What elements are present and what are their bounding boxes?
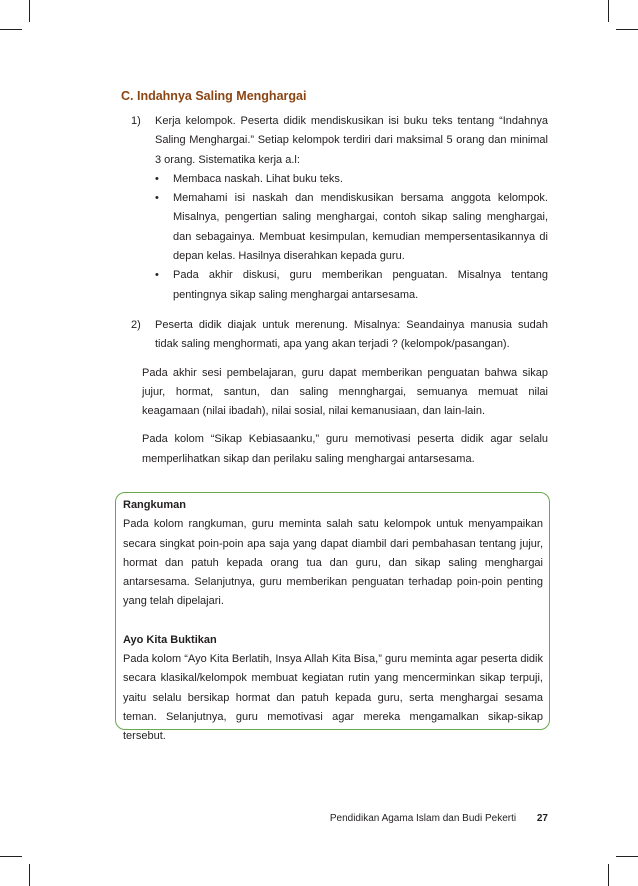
bullet-text: Memahami isi naskah dan mendiskusikan bersama anggota kelompok. Misalnya, pengertian saling menghargai, contoh sikap saling menghargai, dan sebagainya. Membuat kesimpulan, kemudian mempersentasikannya di depan kelas. Hasilnya diserahkan kepada guru.	[173, 192, 548, 263]
crop-mark-bottom-left-h	[0, 856, 22, 857]
footer-book-title: Pendidikan Agama Islam dan Budi Pekerti	[329, 813, 517, 824]
bullet-item	[155, 266, 548, 305]
bullet-icon: •	[155, 269, 159, 282]
crop-mark-top-right-h	[616, 29, 638, 30]
bullet-item	[155, 189, 548, 266]
crop-mark-top-left-v	[29, 0, 30, 22]
rangkuman-title: Rangkuman	[123, 499, 186, 511]
item-number: 2)	[131, 318, 141, 331]
bukti-text: Pada kolom “Ayo Kita Berlatih, Insya Allah Kita Bisa,” guru meminta agar peserta didik secara klasikal/kelompok membuat kegiatan rutin yang mencerminkan sikap terpuji, yaitu selalu bersikap hormat dan patuh kepada guru, serta menghargai sesama teman. Selanjutnya, guru memotivasi agar mereka mengamalkan sikap-sikap tersebut.	[123, 653, 543, 743]
item-text: Peserta didik diajak untuk merenung. Misalnya: Seandainya manusia sudah tidak saling menghormati, apa yang akan terjadi ? (kelompok/pasangan).	[155, 318, 548, 351]
crop-mark-top-right-v	[608, 0, 609, 22]
bullet-text: Pada akhir diskusi, guru memberikan penguatan. Misalnya tentang pentingnya sikap saling menghargai antarsesama.	[173, 269, 548, 301]
paragraph-reinforcement: Pada akhir sesi pembelajaran, guru dapat memberikan penguatan bahwa sikap jujur, hormat, santun, dan saling mennghargai, semuanya memuat nilai keagamaan (nilai ibadah), nilai sosial, nilai kemanusiaan, dan lain-lain.	[142, 366, 548, 418]
bullet-text: Membaca naskah. Lihat buku teks.	[173, 172, 343, 185]
bullet-icon: •	[155, 192, 159, 205]
rangkuman-text: Pada kolom rangkuman, guru meminta salah satu kelompok untuk menyampaikan secara singkat poin-poin apa saja yang dapat diambil dari pembahasan tentang jujur, hormat dan patuh kepada orang tua dan guru, dan sikap saling menghargai antarsesama. Selanjutnya, guru memberikan penguatan terhadap poin-poin penting yang telah dipelajari.	[123, 518, 543, 608]
bullet-list	[155, 170, 548, 305]
crop-mark-bottom-left-v	[29, 864, 30, 886]
page-footer	[0, 813, 548, 824]
bullet-item	[155, 170, 548, 189]
page-number: 27	[536, 813, 548, 824]
paragraph-kebiasaanku: Pada kolom “Sikap Kebiasaanku,” guru memotivasi peserta didik agar selalu memperlihatkan sikap dan perilaku saling menghargai antarsesama.	[142, 433, 548, 465]
section-heading: C. Indahnya Saling Menghargai	[121, 89, 307, 103]
summary-box	[115, 492, 550, 743]
item-text: Kerja kelompok. Peserta didik mendiskusikan isi buku teks tentang “Indahnya Saling Menghargai.” Setiap kelompok terdiri dari maksimal 5 orang dan minimal 3 orang. Sistematika kerja a.l:	[155, 115, 548, 166]
list-item-2	[121, 316, 548, 355]
crop-mark-bottom-right-v	[608, 864, 609, 886]
item-number: 1)	[131, 115, 141, 127]
bullet-icon: •	[155, 172, 159, 185]
crop-mark-bottom-right-h	[616, 856, 638, 857]
main-content	[121, 112, 548, 469]
crop-mark-top-left-h	[0, 29, 22, 30]
list-item-1	[121, 112, 548, 305]
bukti-title: Ayo Kita Buktikan	[123, 633, 217, 646]
